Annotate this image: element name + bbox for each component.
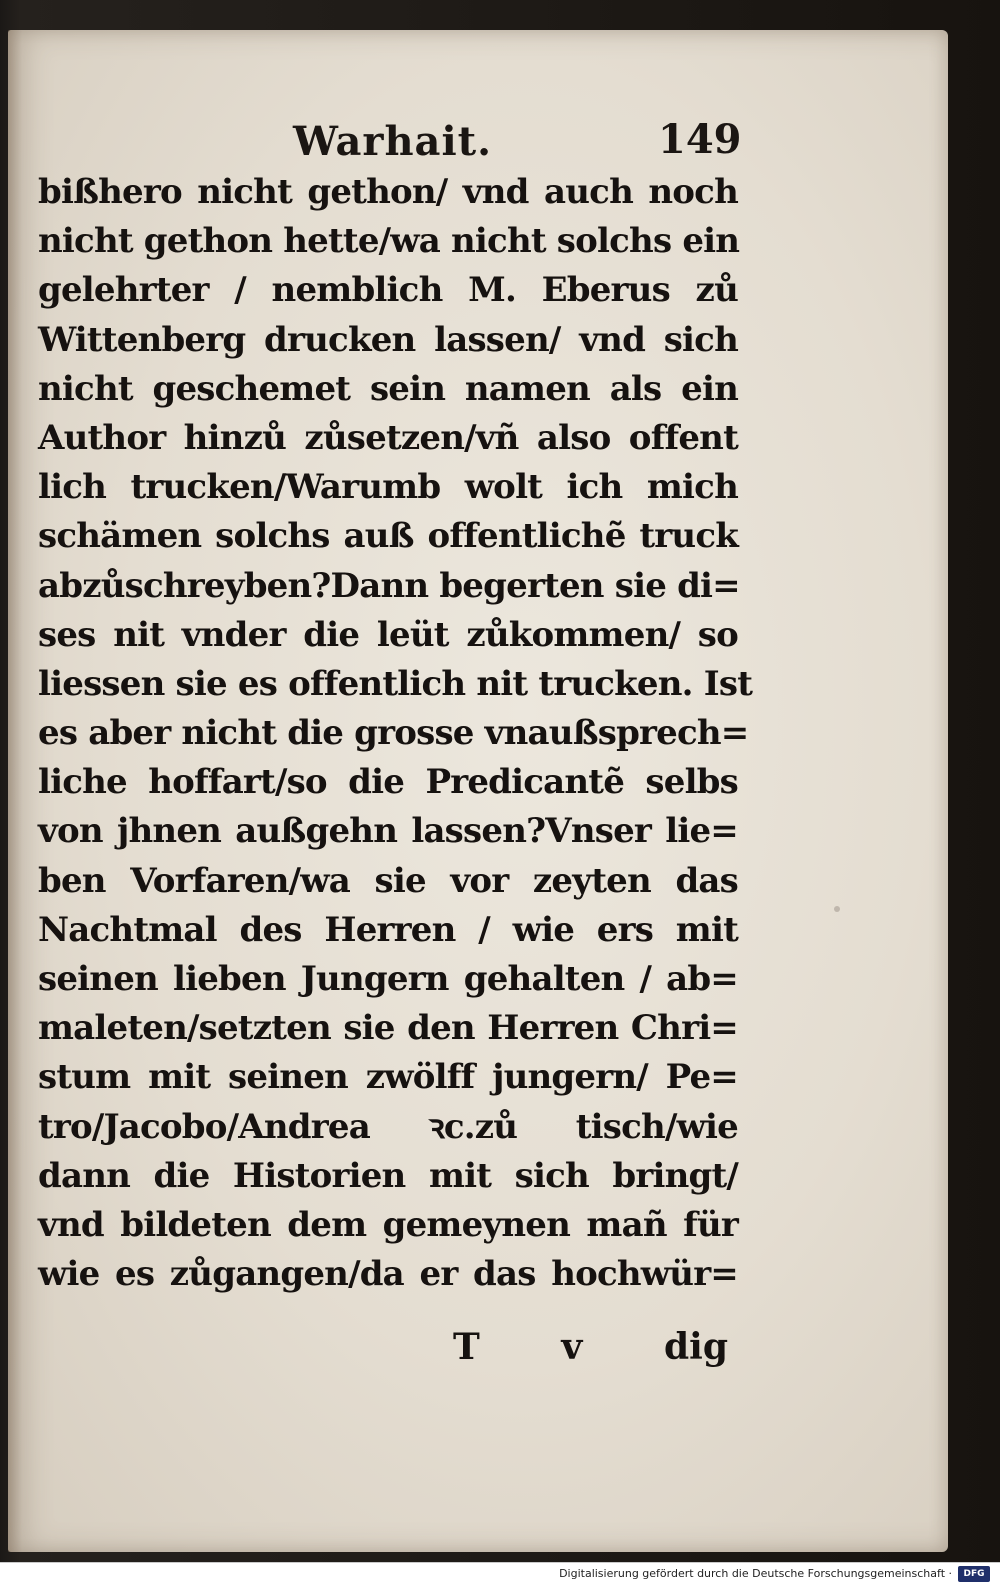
text-line: nicht geschemet sein namen als ein — [38, 368, 738, 409]
text-line: von jhnen außgehn lassen?Vnser lie= — [38, 811, 738, 852]
text-line: maleten/setzten sie den Herren Chri= — [38, 1008, 738, 1049]
text-line: ben Vorfaren/wa sie vor zeyten das — [38, 860, 738, 901]
text-line: nicht gethon hette/wa nicht solchs ein — [38, 221, 740, 262]
text-line: ses nit vnder die leüt zůkommen/ so — [38, 614, 738, 655]
text-line: seinen lieben Jungern gehalten / ab= — [38, 959, 738, 999]
text-line: Wittenberg drucken lassen/ vnd sich — [38, 319, 738, 360]
text-line: liessen sie es offentlich nit trucken. Ist — [38, 663, 753, 704]
signature-number: v — [561, 1326, 583, 1368]
signature-mark: T — [453, 1326, 480, 1368]
text-line: Nachtmal des Herren / wie ers mit — [38, 909, 738, 950]
text-line: es aber nicht die grosse vnaußsprech= — [38, 713, 749, 754]
text-line: schämen solchs auß offentlichẽ truck — [38, 516, 738, 557]
dfg-logo-icon: DFG — [958, 1566, 990, 1582]
text-line: bißhero nicht gethon/ vnd auch noch — [38, 172, 738, 212]
text-line: abzůschreyben?Dann begerten sie di= — [38, 565, 740, 606]
text-line: dann die Historien mit sich bringt/ — [38, 1155, 738, 1196]
running-head: Warhait. — [293, 118, 493, 165]
text-line: vnd bildeten dem gemeynen mañ für — [38, 1204, 738, 1245]
catchword: dig — [663, 1326, 728, 1368]
text-line: wie es zůgangen/da er das hochwür= — [38, 1254, 738, 1295]
paper-stain — [834, 906, 840, 912]
text-line: tro/Jacobo/Andrea ꝛc.zů tisch/wie — [38, 1106, 738, 1147]
funding-credit: Digitalisierung gefördert durch die Deutsche Forschungsgemeinschaft · — [559, 1567, 952, 1580]
page-number: 149 — [658, 116, 742, 163]
text-line: lich trucken/Warumb wolt ich mich — [38, 467, 738, 508]
book-page — [8, 30, 948, 1552]
text-line: gelehrter / nemblich M. Eberus zů — [38, 270, 738, 311]
body-text — [38, 168, 753, 1299]
text-line: stum mit seinen zwölff jungern/ Pe= — [38, 1057, 738, 1098]
catchword-line — [453, 1326, 728, 1368]
text-line: Author hinzů zůsetzen/vñ also offent — [38, 417, 738, 458]
text-line: liche hoffart/so die Predicantẽ selbs — [38, 762, 738, 803]
footer-bar — [0, 1562, 1000, 1588]
